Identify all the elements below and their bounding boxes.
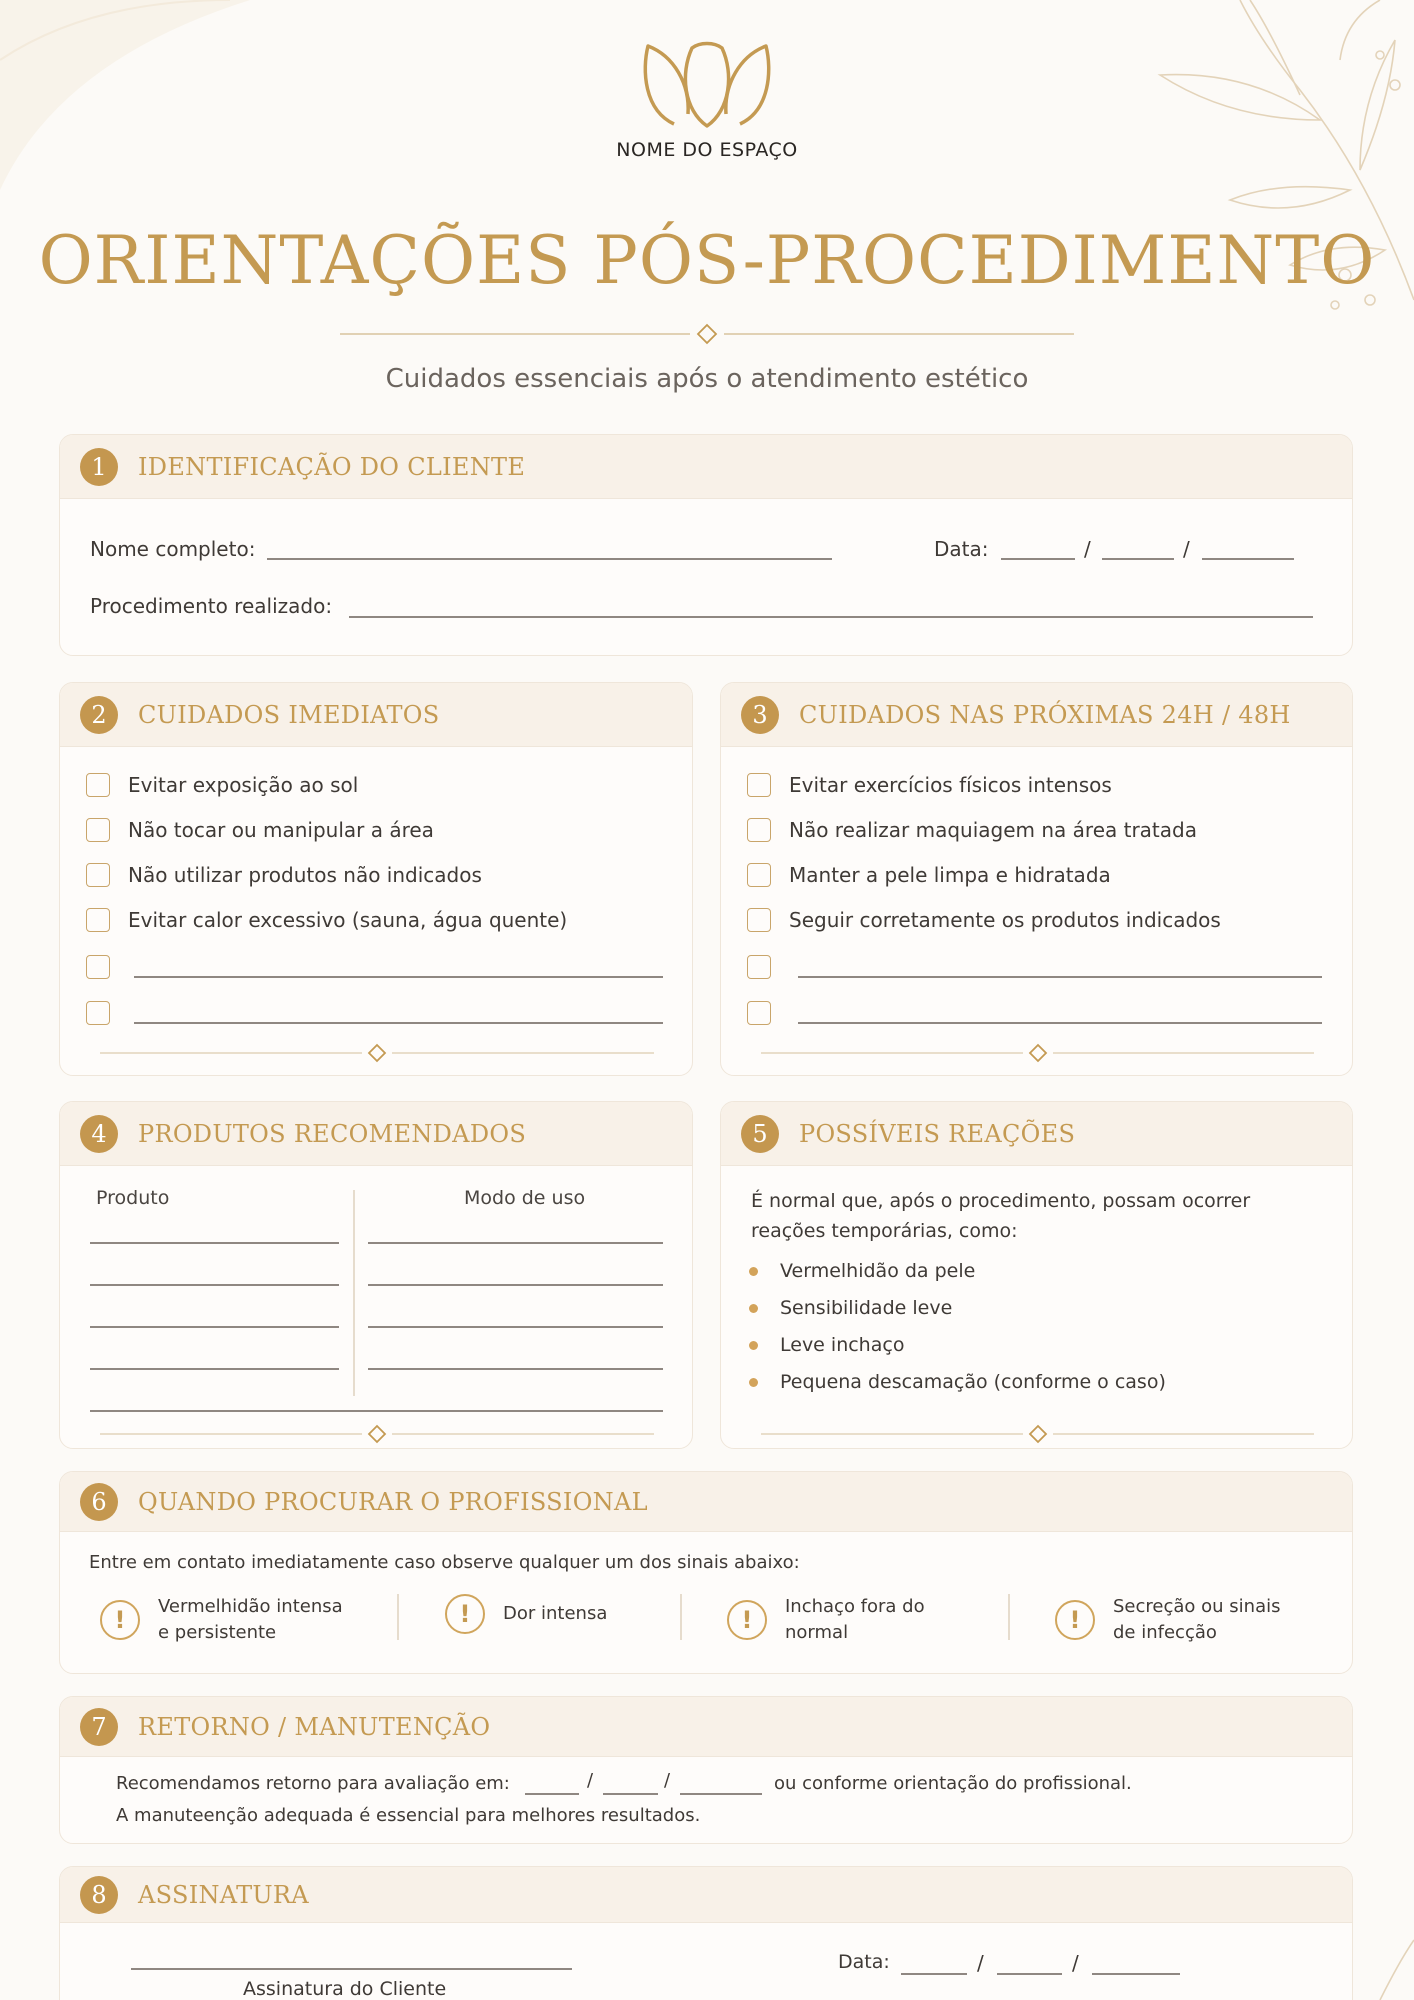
checklist-item[interactable]: Não realizar maquiagem na área tratada xyxy=(747,818,1197,842)
signature-label: Assinatura do Cliente xyxy=(243,1978,447,2000)
section-client-identification xyxy=(59,434,1353,656)
usage-line-field[interactable] xyxy=(368,1326,663,1328)
list-item: Leve inchaço xyxy=(749,1334,904,1356)
section-title: ASSINATURA xyxy=(138,1880,309,1909)
return-year-field[interactable] xyxy=(680,1793,762,1795)
brand-name: NOME DO ESPAÇO xyxy=(616,139,798,161)
signature-date-month-field[interactable] xyxy=(997,1973,1062,1975)
date-label: Data: xyxy=(838,1951,890,1973)
usage-line-field[interactable] xyxy=(368,1284,663,1286)
column-header-product: Produto xyxy=(96,1187,170,1209)
section-signature xyxy=(59,1866,1353,2000)
date-separator: / xyxy=(664,1770,671,1791)
section-header xyxy=(721,1102,1352,1166)
section-title: CUIDADOS NAS PRÓXIMAS 24H / 48H xyxy=(799,700,1291,729)
card-divider xyxy=(761,1424,1314,1444)
checkbox[interactable] xyxy=(86,955,110,979)
section-number: 3 xyxy=(741,696,779,734)
checklist-item[interactable]: Não tocar ou manipular a área xyxy=(86,818,434,842)
section-header xyxy=(60,683,692,747)
section-possible-reactions xyxy=(720,1101,1353,1449)
section-recommended-products xyxy=(59,1101,693,1449)
section-return-maintenance xyxy=(59,1696,1353,1844)
product-line-field[interactable] xyxy=(90,1242,339,1244)
title-divider xyxy=(340,322,1074,346)
blank-line-field[interactable] xyxy=(798,976,1322,978)
section-number: 2 xyxy=(80,696,118,734)
warning-sign: ! Secreção ou sinais de infecção xyxy=(1055,1594,1280,1646)
section-when-to-contact xyxy=(59,1471,1353,1674)
procedure-field[interactable] xyxy=(349,616,1313,618)
reactions-intro: É normal que, após o procedimento, possam ocorrer xyxy=(751,1190,1251,1212)
return-text: ou conforme orientação do profissional. xyxy=(774,1773,1132,1794)
checkbox[interactable] xyxy=(86,773,110,797)
section-number: 7 xyxy=(80,1708,118,1746)
checkbox[interactable] xyxy=(747,863,771,887)
checkbox[interactable] xyxy=(86,908,110,932)
page-title: ORIENTAÇÕES PÓS-PROCEDIMENTO xyxy=(38,222,1376,299)
blank-line-field[interactable] xyxy=(134,1022,663,1024)
return-day-field[interactable] xyxy=(525,1793,579,1795)
list-item: Vermelhidão da pele xyxy=(749,1260,975,1282)
section-title: POSSÍVEIS REAÇÕES xyxy=(799,1119,1076,1148)
checklist-item[interactable]: Não utilizar produtos não indicados xyxy=(86,863,482,887)
blank-line-field[interactable] xyxy=(798,1022,1322,1024)
section-header xyxy=(60,1867,1352,1923)
section-header xyxy=(60,1102,692,1166)
blank-line-field[interactable] xyxy=(134,976,663,978)
checklist-item-blank[interactable] xyxy=(747,1001,771,1025)
return-month-field[interactable] xyxy=(603,1793,658,1795)
section-number: 5 xyxy=(741,1115,779,1153)
exclamation-circle-icon: ! xyxy=(100,1600,140,1640)
sign-separator xyxy=(397,1594,399,1640)
sign-separator xyxy=(680,1594,682,1640)
checklist-item[interactable]: Seguir corretamente os produtos indicados xyxy=(747,908,1221,932)
usage-line-field[interactable] xyxy=(368,1242,663,1244)
name-field[interactable] xyxy=(267,558,832,560)
checklist-item-blank[interactable] xyxy=(747,955,771,979)
section-title: IDENTIFICAÇÃO DO CLIENTE xyxy=(138,452,526,481)
signature-field[interactable] xyxy=(131,1968,572,1970)
section-header xyxy=(60,1697,1352,1757)
usage-line-field[interactable] xyxy=(368,1368,663,1370)
name-label: Nome completo: xyxy=(90,537,256,561)
product-line-field[interactable] xyxy=(90,1284,339,1286)
card-divider xyxy=(100,1043,654,1063)
section-care-24-48h xyxy=(720,682,1353,1076)
sign-separator xyxy=(1008,1594,1010,1640)
list-item: Sensibilidade leve xyxy=(749,1297,952,1319)
checklist-item[interactable]: Manter a pele limpa e hidratada xyxy=(747,863,1111,887)
section-header xyxy=(60,1472,1352,1532)
exclamation-circle-icon: ! xyxy=(727,1600,767,1640)
section-title: CUIDADOS IMEDIATOS xyxy=(138,700,440,729)
date-separator: / xyxy=(1183,537,1190,561)
checklist-item[interactable]: Evitar calor excessivo (sauna, água quente) xyxy=(86,908,567,932)
signature-date-day-field[interactable] xyxy=(901,1973,967,1975)
contact-intro: Entre em contato imediatamente caso observe qualquer um dos sinais abaixo: xyxy=(89,1552,800,1573)
product-line-field[interactable] xyxy=(90,1368,339,1370)
date-year-field[interactable] xyxy=(1202,558,1294,560)
section-title: RETORNO / MANUTENÇÃO xyxy=(138,1712,491,1741)
section-title: PRODUTOS RECOMENDADOS xyxy=(138,1119,527,1148)
column-header-usage: Modo de uso xyxy=(464,1187,586,1209)
checkbox[interactable] xyxy=(747,1001,771,1025)
checkbox[interactable] xyxy=(86,818,110,842)
warning-sign: ! Dor intensa xyxy=(445,1594,607,1634)
warning-sign: ! Vermelhidão intensa e persistente xyxy=(100,1594,343,1646)
date-separator: / xyxy=(1072,1951,1079,1975)
section-header xyxy=(721,683,1352,747)
procedure-label: Procedimento realizado: xyxy=(90,594,333,618)
return-text: Recomendamos retorno para avaliação em: xyxy=(116,1773,510,1794)
card-divider xyxy=(100,1424,654,1444)
page-subtitle: Cuidados essenciais após o atendimento estético xyxy=(385,364,1029,394)
checkbox[interactable] xyxy=(747,773,771,797)
checklist-item-blank[interactable] xyxy=(86,1001,110,1025)
checkbox[interactable] xyxy=(86,1001,110,1025)
date-separator: / xyxy=(977,1951,984,1975)
product-line-field[interactable] xyxy=(90,1326,339,1328)
column-separator xyxy=(353,1190,355,1396)
date-month-field[interactable] xyxy=(1102,558,1174,560)
section-number: 1 xyxy=(80,448,118,486)
maintenance-text: A manuteenção adequada é essencial para melhores resultados. xyxy=(116,1805,701,1826)
lotus-leaves-icon xyxy=(640,40,774,128)
checklist-item-blank[interactable] xyxy=(86,955,110,979)
exclamation-circle-icon: ! xyxy=(1055,1600,1095,1640)
exclamation-circle-icon: ! xyxy=(445,1594,485,1634)
section-immediate-care xyxy=(59,682,693,1076)
checklist-item[interactable]: Evitar exercícios físicos intensos xyxy=(747,773,1112,797)
reactions-intro: reações temporárias, como: xyxy=(751,1220,1018,1242)
extra-line-field[interactable] xyxy=(90,1410,663,1412)
section-number: 4 xyxy=(80,1115,118,1153)
section-title: QUANDO PROCURAR O PROFISSIONAL xyxy=(138,1487,648,1516)
checklist-item[interactable]: Evitar exposição ao sol xyxy=(86,773,358,797)
date-separator: / xyxy=(1084,537,1091,561)
checkbox[interactable] xyxy=(747,818,771,842)
checkbox[interactable] xyxy=(747,908,771,932)
checkbox[interactable] xyxy=(747,955,771,979)
section-number: 6 xyxy=(80,1483,118,1521)
list-item: Pequena descamação (conforme o caso) xyxy=(749,1371,1166,1393)
card-divider xyxy=(761,1043,1314,1063)
section-header xyxy=(60,435,1352,499)
warning-sign: ! Inchaço fora do normal xyxy=(727,1594,925,1646)
date-day-field[interactable] xyxy=(1001,558,1075,560)
signature-date-year-field[interactable] xyxy=(1092,1973,1180,1975)
section-number: 8 xyxy=(80,1876,118,1914)
checkbox[interactable] xyxy=(86,863,110,887)
date-separator: / xyxy=(587,1770,594,1791)
date-label: Data: xyxy=(934,537,989,561)
